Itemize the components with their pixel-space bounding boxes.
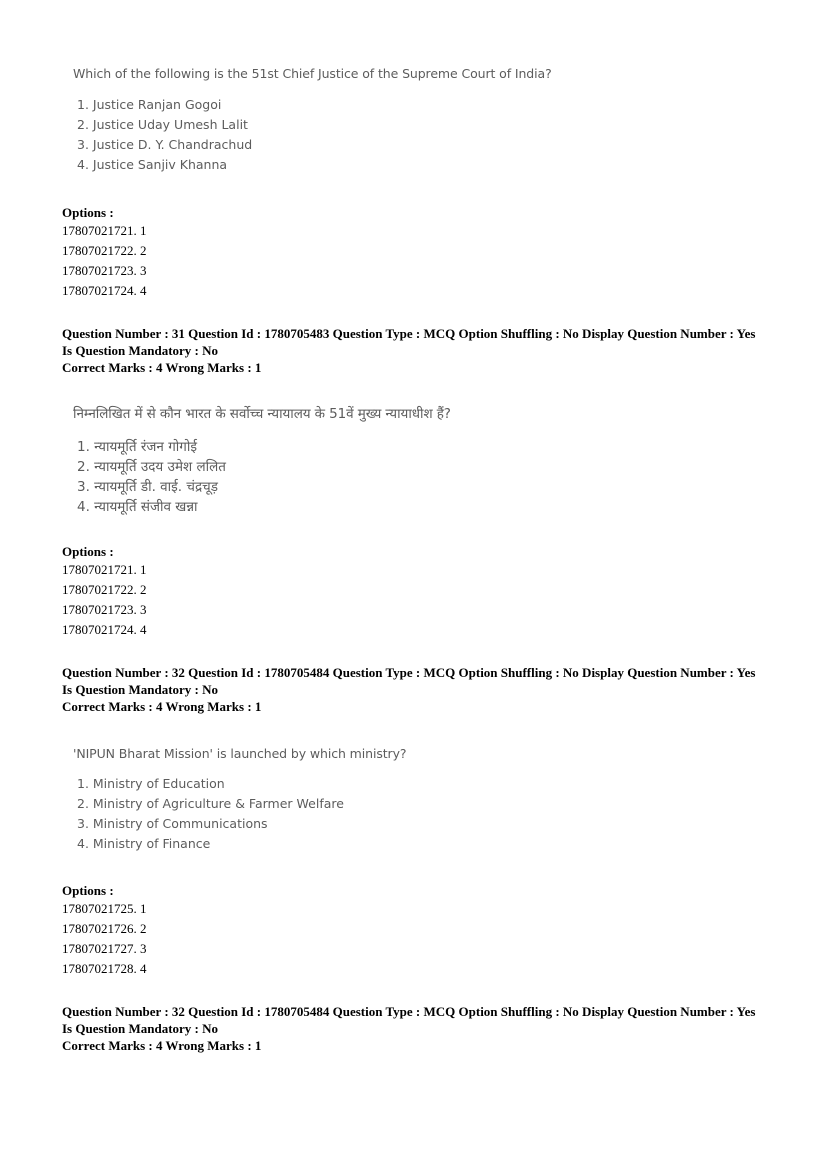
- choice-3: 3. Justice D. Y. Chandrachud: [77, 137, 253, 152]
- choice-3: 3. Ministry of Communications: [77, 816, 268, 831]
- marks-line: Correct Marks : 4 Wrong Marks : 1: [62, 699, 262, 714]
- question-meta-line: Question Number : 31 Question Id : 1780705483 Question Type : MCQ Option Shuffling : No Display Question Number : Yes: [62, 326, 756, 341]
- question-32-options: [62, 882, 147, 979]
- option-id-2: 17807021722. 2: [62, 582, 147, 597]
- mandatory-line: Is Question Mandatory : No: [62, 681, 219, 697]
- question-31-meta: [62, 326, 755, 377]
- choice-1: 1. Justice Ranjan Gogoi: [77, 97, 222, 112]
- question-choices: [62, 95, 552, 175]
- marks-line: Correct Marks : 4 Wrong Marks : 1: [62, 360, 262, 375]
- choice-2: 2. Justice Uday Umesh Lalit: [77, 117, 248, 132]
- question-31-options: [62, 543, 147, 640]
- question-stem: 'NIPUN Bharat Mission' is launched by which ministry?: [73, 746, 407, 761]
- question-30-options: [62, 204, 147, 301]
- choice-2: 2. Ministry of Agriculture & Farmer Welfare: [77, 796, 344, 811]
- option-id-1: 17807021721. 1: [62, 223, 147, 238]
- question-meta-line: Question Number : 32 Question Id : 1780705484 Question Type : MCQ Option Shuffling : No Display Question Number : Yes: [62, 665, 756, 680]
- marks-line: Correct Marks : 4 Wrong Marks : 1: [62, 1038, 262, 1053]
- option-id-2: 17807021722. 2: [62, 243, 147, 258]
- option-id-4: 17807021724. 4: [62, 622, 147, 637]
- mandatory-line: Is Question Mandatory : No: [62, 342, 219, 358]
- option-id-1: 17807021721. 1: [62, 562, 147, 577]
- question-32-meta-repeat: [62, 1004, 755, 1055]
- choice-4: 4. न्यायमूर्ति संजीव खन्ना: [77, 499, 198, 515]
- choice-1: 1. न्यायमूर्ति रंजन गोगोई: [77, 439, 198, 455]
- question-32-image: [62, 746, 406, 854]
- choice-2: 2. न्यायमूर्ति उदय उमेश ललित: [77, 459, 226, 475]
- option-id-4: 17807021728. 4: [62, 961, 147, 976]
- option-id-1: 17807021725. 1: [62, 901, 147, 916]
- option-id-3: 17807021723. 3: [62, 602, 147, 617]
- choice-3: 3. न्यायमूर्ति डी. वाई. चंद्रचूड़: [77, 479, 218, 495]
- option-id-2: 17807021726. 2: [62, 921, 147, 936]
- option-id-3: 17807021723. 3: [62, 263, 147, 278]
- question-choices: [62, 437, 451, 517]
- question-30-image: [62, 66, 552, 175]
- option-id-3: 17807021727. 3: [62, 941, 147, 956]
- question-32-meta: [62, 665, 755, 716]
- options-label: Options :: [62, 883, 114, 898]
- question-31-image: [62, 404, 451, 517]
- question-choices: [62, 774, 406, 854]
- mandatory-line: Is Question Mandatory : No: [62, 1020, 219, 1036]
- choice-4: 4. Justice Sanjiv Khanna: [77, 157, 228, 172]
- choice-4: 4. Ministry of Finance: [77, 836, 211, 851]
- question-meta-line: Question Number : 32 Question Id : 1780705484 Question Type : MCQ Option Shuffling : No Display Question Number : Yes: [62, 1004, 756, 1019]
- option-id-4: 17807021724. 4: [62, 283, 147, 298]
- question-stem: Which of the following is the 51st Chief Justice of the Supreme Court of India?: [73, 66, 552, 81]
- choice-1: 1. Ministry of Education: [77, 776, 225, 791]
- question-stem: निम्नलिखित में से कौन भारत के सर्वोच्च न्यायालय के 51वें मुख्य न्यायाधीश हैं?: [73, 406, 451, 422]
- options-label: Options :: [62, 544, 114, 559]
- options-label: Options :: [62, 205, 114, 220]
